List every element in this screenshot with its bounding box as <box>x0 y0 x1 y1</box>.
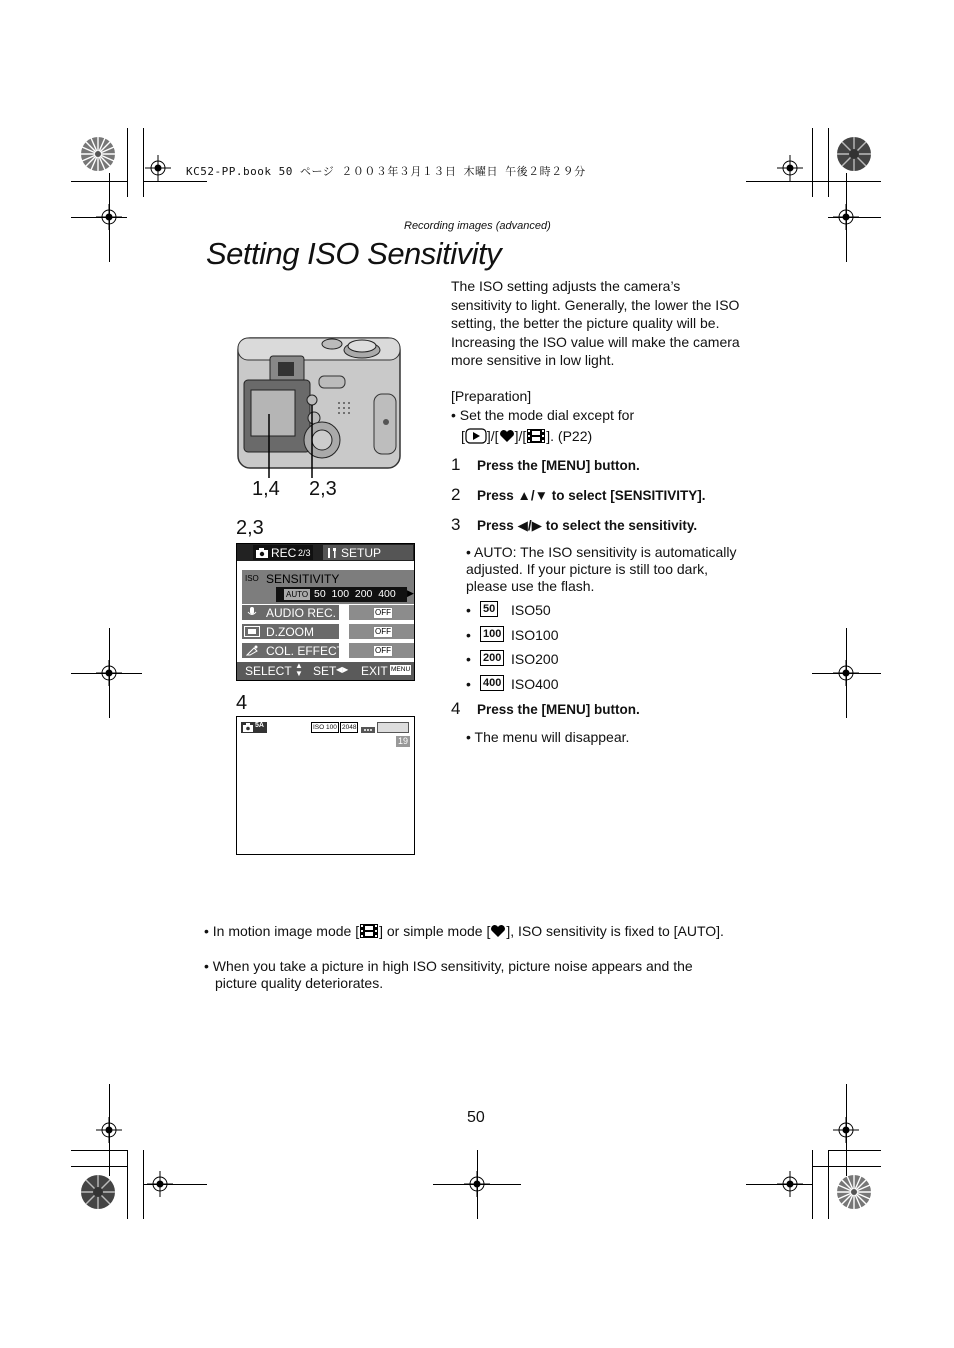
iso-prefix-icon: ISO <box>245 574 259 583</box>
registration-mark-icon <box>833 204 859 230</box>
crop-line <box>127 128 128 197</box>
tab-setup-label: SETUP <box>341 546 382 560</box>
registration-mark-icon <box>833 660 859 686</box>
menu-item-label: D.ZOOM <box>266 625 314 639</box>
footer-exit: EXIT <box>361 664 388 678</box>
color-rosette-icon <box>80 136 116 172</box>
menu-disappear-note: • The menu will disappear. <box>466 729 630 745</box>
color-rosette-icon <box>836 1174 872 1210</box>
camera-icon <box>243 723 253 732</box>
step-text: Press the [MENU] button. <box>477 458 640 473</box>
crop-line <box>127 1150 128 1219</box>
preparation-heading: [Preparation] <box>451 388 532 404</box>
quality-icon <box>361 722 375 733</box>
menu-value-col-effect[interactable] <box>349 643 414 658</box>
iso-badge: 100 <box>480 626 504 642</box>
tab-setup[interactable] <box>323 545 413 560</box>
live-screen <box>236 716 415 855</box>
playback-mode-icon <box>465 428 487 444</box>
battery-indicator-icon <box>377 722 409 733</box>
footer-set: SET <box>313 664 337 678</box>
crop-line <box>143 181 207 182</box>
bracket-text: [ <box>461 428 465 444</box>
page-number: 50 <box>467 1109 485 1126</box>
iso-badge: 400 <box>480 675 504 691</box>
menu-button-icon: MENU <box>391 666 411 673</box>
iso-option-label: ISO50 <box>511 602 551 618</box>
bullet: • <box>466 676 471 692</box>
menu-item-sensitivity[interactable] <box>242 570 414 604</box>
off-value: OFF <box>375 627 391 636</box>
footer-select: SELECT <box>245 664 292 678</box>
iso-badge: 50 <box>480 601 498 617</box>
intro-paragraph: The ISO setting adjusts the camera’s sensitivity to light. Generally, the lower the ISO setting, the better the picture quality will be. Increasing the ISO value will make the camera more sensitive in low light. <box>451 278 740 368</box>
menu-item-label: COL. EFFECT <box>266 644 345 658</box>
color-rosette-icon <box>836 136 872 172</box>
menu-screen <box>236 543 415 681</box>
step-number: 2 <box>451 485 461 504</box>
crop-line <box>828 1150 881 1151</box>
iso-option-label: ISO100 <box>511 627 559 643</box>
menu-value-d-zoom[interactable] <box>349 624 414 639</box>
motion-image-icon <box>359 923 379 939</box>
step-text: Press ▲/▼ to select [SENSITIVITY]. <box>477 488 706 503</box>
up-down-arrow-icon: ▲ ▼ <box>295 661 303 678</box>
digital-zoom-icon <box>244 626 260 637</box>
registration-mark-icon <box>96 660 122 686</box>
tab-rec-page: 2/3 <box>298 548 311 558</box>
crop-line <box>71 1150 127 1151</box>
section-label: Recording images (advanced) <box>404 220 551 232</box>
step-text: Press the [MENU] button. <box>477 702 640 717</box>
mode-tag: 5A <box>255 722 264 729</box>
sensitivity-auto-option[interactable]: AUTO <box>286 590 309 599</box>
note-high-iso: • When you take a picture in high ISO sensitivity, picture noise appears and the picture quality deteriorates. <box>204 958 693 991</box>
registration-mark-icon <box>777 1171 803 1197</box>
menu-item-d-zoom[interactable] <box>242 624 339 639</box>
bracket-text: ]/[ <box>486 428 499 444</box>
menu-item-col-effect[interactable] <box>242 643 345 658</box>
iso-badge: 200 <box>480 650 504 666</box>
crop-line <box>812 128 813 197</box>
off-value: OFF <box>375 608 391 617</box>
preparation-bullet: • Set the mode dial except for <box>451 407 635 423</box>
callout-1-4: 1,4 <box>252 478 280 500</box>
arrow-right-icon: ▶ <box>407 588 414 598</box>
bullet: • <box>466 602 471 618</box>
bullet: • <box>466 651 471 667</box>
crop-line <box>746 181 812 182</box>
color-rosette-icon <box>80 1174 116 1210</box>
page-title: Setting ISO Sensitivity <box>206 236 502 271</box>
left-right-arrow-icon: ◀▶ <box>336 665 349 674</box>
menu-value-audio-rec[interactable] <box>349 605 414 620</box>
crop-line <box>71 181 127 182</box>
crop-line <box>828 1150 829 1219</box>
menu-item-label: AUDIO REC. <box>266 606 337 620</box>
menu-footer <box>237 662 414 680</box>
menu-item-audio-rec[interactable] <box>242 605 339 620</box>
tab-rec-label: REC <box>271 546 297 560</box>
sensitivity-value-options[interactable]: 50 100 200 400 <box>314 588 396 600</box>
bullet: • <box>466 627 471 643</box>
registration-mark-icon <box>833 1117 859 1143</box>
bracket-text: ]. (P22) <box>546 428 593 444</box>
auto-note: • AUTO: The ISO sensitivity is automatically adjusted. If your picture is still too dark, please use the flash. <box>466 544 737 594</box>
bracket-text: ]/[ <box>514 428 527 444</box>
motion-image-icon <box>526 428 546 444</box>
off-value: OFF <box>375 646 391 655</box>
callout-2-3: 2,3 <box>309 478 337 500</box>
crop-line <box>812 1150 813 1219</box>
crop-line <box>812 1166 881 1167</box>
registration-mark-icon <box>145 155 171 181</box>
screen-figure-label: 4 <box>236 692 248 714</box>
frames-remaining: 19 <box>398 736 409 746</box>
registration-mark-icon <box>777 155 803 181</box>
sensitivity-label: SENSITIVITY <box>266 572 340 586</box>
color-effect-icon <box>246 645 259 656</box>
iso-option-label: ISO400 <box>511 676 559 692</box>
crop-line <box>143 128 144 197</box>
registration-mark-icon <box>147 1171 173 1197</box>
step-number: 1 <box>451 455 461 474</box>
crop-line <box>71 1166 127 1167</box>
menu-figure-label: 2,3 <box>236 517 264 539</box>
step-text: Press ◀/▶ to select the sensitivity. <box>477 518 698 533</box>
camera-icon <box>256 548 268 558</box>
heart-icon <box>499 429 515 443</box>
crop-line <box>828 128 829 197</box>
registration-mark-icon <box>464 1171 490 1197</box>
step-number: 4 <box>451 699 461 718</box>
camera-back-illustration <box>234 328 406 478</box>
iso-option-label: ISO200 <box>511 651 559 667</box>
heart-icon <box>490 924 506 938</box>
picture-size-indicator: 2048 <box>342 724 357 731</box>
wrench-icon <box>326 547 338 559</box>
registration-mark-icon <box>96 1117 122 1143</box>
note-text: • In motion image mode [ <box>204 923 360 939</box>
note-text: ] or simple mode [ <box>379 923 491 939</box>
note-motion-image <box>204 922 724 940</box>
registration-mark-icon <box>96 204 122 230</box>
recording-mode-indicator <box>241 722 267 733</box>
microphone-icon <box>247 607 257 618</box>
iso-indicator: ISO 100 <box>313 724 337 731</box>
tab-rec[interactable] <box>253 545 313 560</box>
note-text: ], ISO sensitivity is fixed to [AUTO]. <box>506 923 724 939</box>
sensitivity-value-bar[interactable] <box>276 587 407 602</box>
print-header-info: KC52-PP.book 50 ページ ２００３年３月１３日 木曜日 午後２時２９分 <box>186 165 586 178</box>
step-number: 3 <box>451 515 461 534</box>
preparation-modes <box>461 427 592 446</box>
